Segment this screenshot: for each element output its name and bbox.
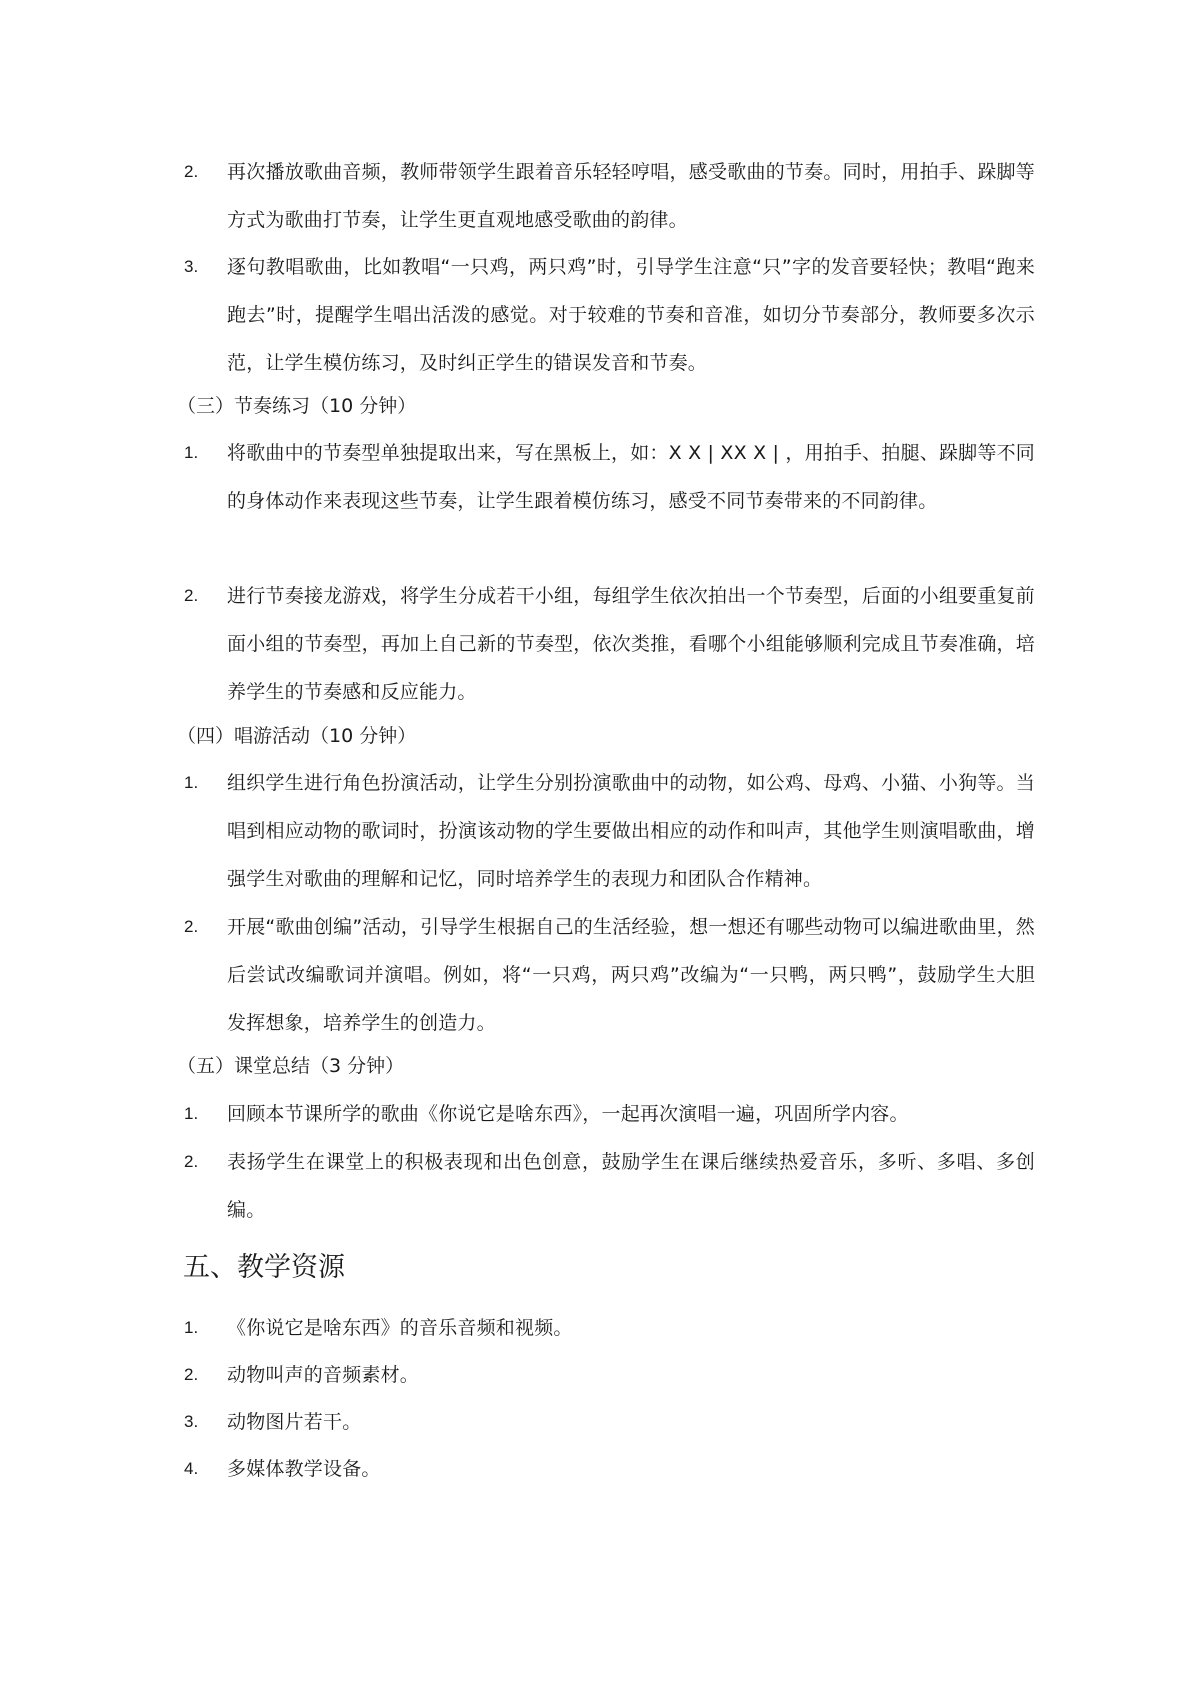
list-number: 4. <box>184 1459 199 1478</box>
list-text: 将歌曲中的节奏型单独提取出来，写在黑板上，如：X X | XX X | ，用拍手、拍腿、跺脚等不同的身体动作来表现这些节奏，让学生跟着模仿练习，感受不同节奏带来的不同韵律。 <box>227 442 1035 512</box>
list-text: 回顾本节课所学的歌曲《你说它是啥东西》，一起再次演唱一遍，巩固所学内容。 <box>227 1103 909 1125</box>
list-text: 组织学生进行角色扮演活动，让学生分别扮演歌曲中的动物，如公鸡、母鸡、小猫、小狗等。当唱到相应动物的歌词时，扮演该动物的学生要做出相应的动作和叫声，其他学生则演唱歌曲，增强学生对歌曲的理解和记忆，同时培养学生的表现力和团队合作精神。 <box>227 772 1035 890</box>
list-text: 开展“歌曲创编”活动，引导学生根据自己的生活经验，想一想还有哪些动物可以编进歌曲里，然后尝试改编歌词并演唱。例如，将“一只鸡，两只鸡”改编为“一只鸭，两只鸭”，鼓励学生大胆发挥想象，培养学生的创造力。 <box>227 916 1035 1034</box>
section-heading-rhythm: （三）节奏练习（10 分钟） <box>177 395 417 417</box>
list-number: 3. <box>184 257 199 276</box>
list-number: 1. <box>184 1318 199 1337</box>
list-text: 动物叫声的音频素材。 <box>227 1364 420 1386</box>
section-heading-play: （四）唱游活动（10 分钟） <box>177 725 417 747</box>
list-number: 1. <box>184 1104 199 1123</box>
list-text: 表扬学生在课堂上的积极表现和出色创意，鼓励学生在课后继续热爱音乐，多听、多唱、多创编。 <box>227 1151 1035 1221</box>
list-number: 1. <box>184 773 199 792</box>
section-title-resources: 五、教学资源 <box>183 1252 345 1283</box>
list-number: 3. <box>184 1412 199 1431</box>
list-number: 2. <box>184 1365 199 1384</box>
list-number: 2. <box>184 162 199 181</box>
list-text: 再次播放歌曲音频，教师带领学生跟着音乐轻轻哼唱，感受歌曲的节奏。同时，用拍手、跺脚等方式为歌曲打节奏，让学生更直观地感受歌曲的韵律。 <box>227 161 1035 231</box>
list-text: 《你说它是啥东西》的音乐音频和视频。 <box>227 1317 573 1339</box>
list-number: 2. <box>184 586 199 605</box>
list-text: 多媒体教学设备。 <box>227 1458 381 1480</box>
list-number: 2. <box>184 1152 199 1171</box>
list-text: 逐句教唱歌曲，比如教唱“一只鸡，两只鸡”时，引导学生注意“只”字的发音要轻快；教唱“跑来跑去”时，提醒学生唱出活泼的感觉。对于较难的节奏和音准，如切分节奏部分，教师要多次示范，让学生模仿练习，及时纠正学生的错误发音和节奏。 <box>227 256 1035 374</box>
section-heading-summary: （五）课堂总结（3 分钟） <box>177 1055 405 1077</box>
list-number: 1. <box>184 443 199 462</box>
list-number: 2. <box>184 917 199 936</box>
list-text: 动物图片若干。 <box>227 1411 362 1433</box>
list-text: 进行节奏接龙游戏，将学生分成若干小组，每组学生依次拍出一个节奏型，后面的小组要重复前面小组的节奏型，再加上自己新的节奏型，依次类推，看哪个小组能够顺利完成且节奏准确，培养学生的节奏感和反应能力。 <box>227 585 1035 703</box>
